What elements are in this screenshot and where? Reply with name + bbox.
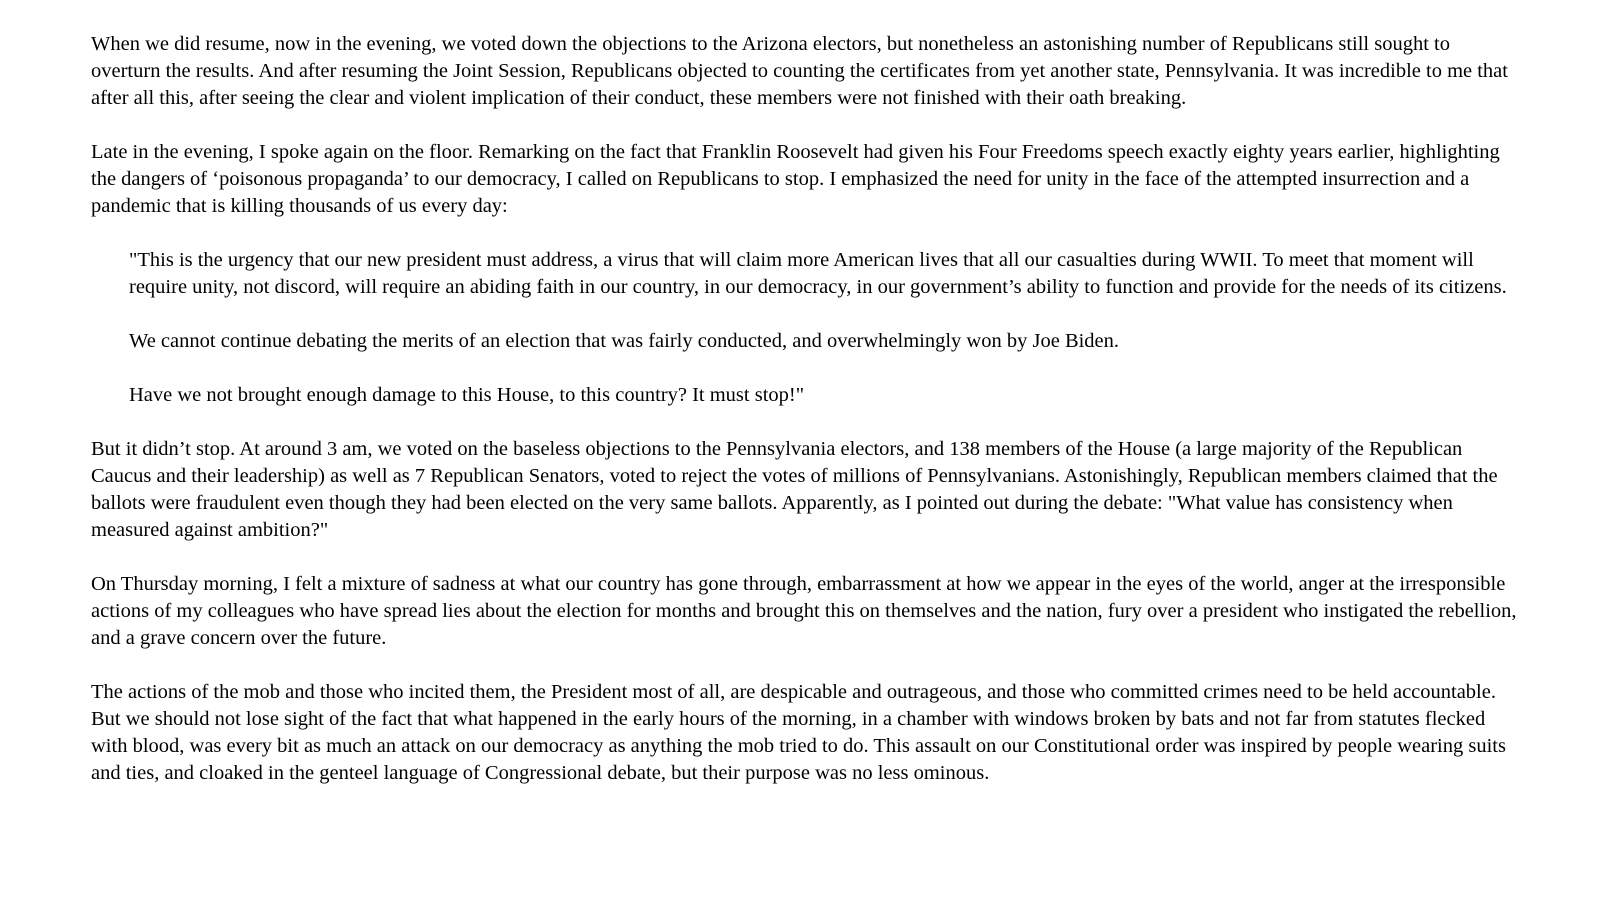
paragraph-thursday-morning: On Thursday morning, I felt a mixture of sadness at what our country has gone through, embarrassment at how we appear in the eyes of the world, anger at the irresponsible actions of my colleagues who have spread lies about the election for months and brought this on themselves and the nation, fury over a president who instigated the rebellion, and a grave concern over the future. — [91, 573, 1517, 649]
paragraph-floor-speech: Late in the evening, I spoke again on the floor. Remarking on the fact that Franklin Roosevelt had given his Four Freedoms speech exactly eighty years earlier, highlighting the dangers of ‘poisonous propaganda’ to our democracy, I called on Republicans to stop. I emphasized the need for unity in the face of the attempted insurrection and a pandemic that is killing thousands of us every day: — [91, 141, 1500, 217]
paragraph-mob-actions: The actions of the mob and those who incited them, the President most of all, are despicable and outrageous, and those who committed crimes need to be held accountable. But we should not lose sight of the fact that what happened in the early hours of the morning, in a chamber with windows broken by bats and not far from statutes flecked with blood, was every bit as much an attack on our democracy as anything the mob tried to do. This assault on our Constitutional order was inspired by people wearing suits and ties, and cloaked in the genteel language of Congressional debate, but their purpose was no less ominous. — [91, 681, 1506, 784]
quote-urgency: "This is the urgency that our new president must address, a virus that will claim more American lives that all our casualties during WWII. To meet that moment will require unity, not discord, will require an abiding faith in our country, in our democracy, in our government’s ability to function and provide for the needs of its citizens. — [129, 249, 1507, 298]
quote-election-merits: We cannot continue debating the merits of an election that was fairly conducted, and overwhelmingly won by Joe Biden. — [129, 330, 1120, 352]
paragraph-arizona-objections: When we did resume, now in the evening, we voted down the objections to the Arizona electors, but nonetheless an astonishing number of Republicans still sought to overturn the results. And after resuming the Joint Session, Republicans objected to counting the certificates from yet another state, Pennsylvania. It was incredible to me that after all this, after seeing the clear and violent implication of their conduct, these members were not finished with their oath breaking. — [91, 33, 1508, 109]
paragraph-pennsylvania-vote: But it didn’t stop. At around 3 am, we voted on the baseless objections to the Pennsylvania electors, and 138 members of the House (a large majority of the Republican Caucus and their leadership) as well as 7 Republican Senators, voted to reject the votes of millions of Pennsylvanians. Astonishingly, Republican members claimed that the ballots were fraudulent even though they had been elected on the very same ballots. Apparently, as I pointed out during the debate: "What value has consistency when measured against ambition?" — [91, 438, 1498, 541]
quote-must-stop: Have we not brought enough damage to this House, to this country? It must stop!" — [129, 384, 805, 406]
